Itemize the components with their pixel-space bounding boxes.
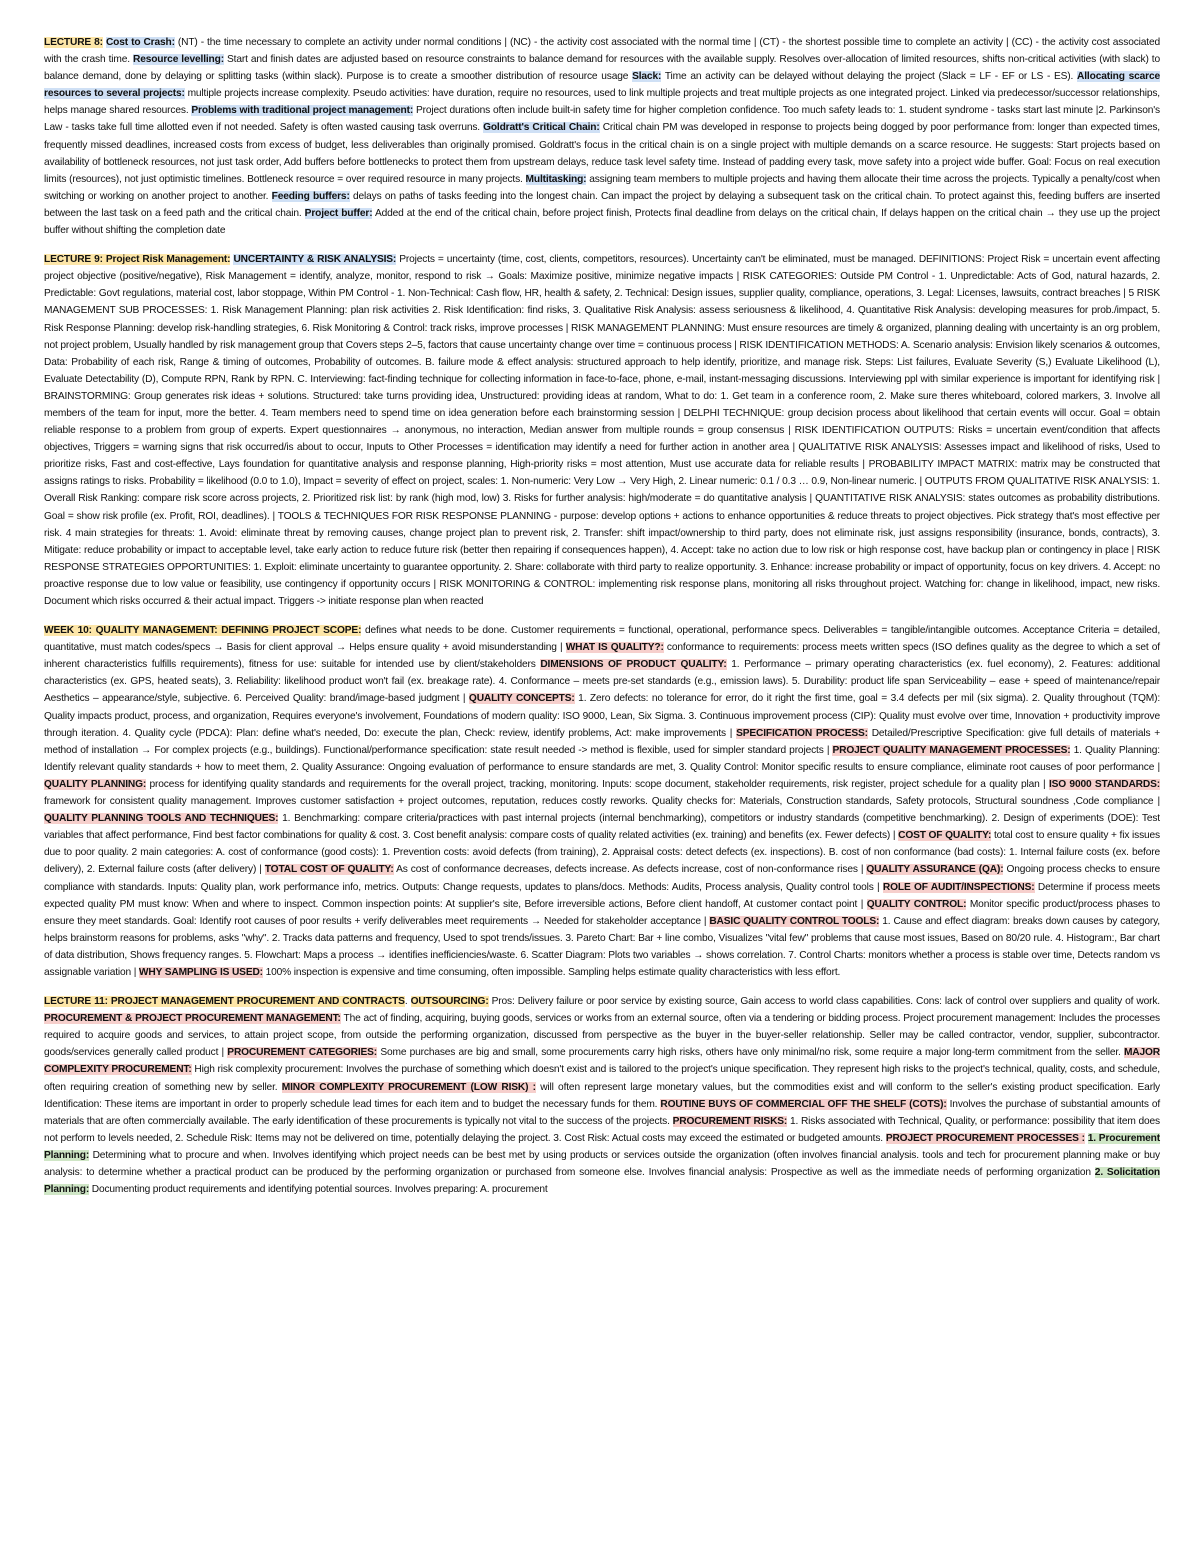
body-text: Added at the end of the critical chain, before project finish, Protects final deadline from delays on the critical chain, If delays happen on the critical chain → they use up the project buffer without shifting the completion date: [44, 207, 1160, 237]
highlighted-heading: Problems with traditional project management:: [191, 105, 414, 117]
body-text: process for identifying quality standards and requirements for the overall project, tracking, monitoring. Inputs: scope document, stakeholder requirements, risk register, project schedule for a quality plan |: [146, 778, 1049, 790]
highlighted-heading: Resource levelling:: [132, 54, 224, 66]
body-text: 1. Performance – primary operating characteristics (ex. fuel economy), 2. Features: additional characteristics (ex. GPS, heated seats), 3. Reliability: likelihood product won't fail (ex. breakage rate). 4. Conformance – meets pre-set standards (e.g., emission laws). 5. Durability: product life span Serviceability – ease + speed of maintenance/repair Aesthetics – appearance/style, subjective. 6. Perceived Quality: brand/image-based judgment |: [44, 659, 1160, 705]
body-text: Determining what to procure and when. Involves identifying which project needs can be best met by using products or services outside the organization (often involves financial analysis. tools and tech for procurement planning make or buy analysis: to determine whether a practical product can be produced by the performing organization or purchased from someone else. Involves financial analysis: Prospective as well as the immediate needs of performing organization: [44, 1149, 1160, 1178]
body-text: Critical chain PM was developed in response to projects being dogged by poor performance from: longer than expected times, frequently missed deadlines, increased costs from excess of budget, less deliverables than originally promised. Goldratt's focus in the critical chain is on a single project with multiple demands on a scarce resource. He suggests: Start projects based on availability of bottleneck resources, not just task order, Add buffers before bottlenecks to protect them from upstream delays, reduce task level safety time. Instead of padding every task, move safety into a project wide buffer. Goal: Focus on real execution limits (resources), not just optimistic timelines. Bottleneck resource = over required resource in many projects.: [44, 122, 1160, 185]
body-text: Start and finish dates are adjusted based on resource constraints to balance demand for resources with the available supply. Resolves over-allocation of limited resources, shifts non-critical activities (with slack) to balance demand, done by delaying or splitting tasks (within slack). Purpose is to create a smoother distribution of resource usage: [44, 54, 1160, 83]
highlighted-heading: 1. Procurement Planning:: [44, 1132, 1160, 1161]
body-text: Monitor specific product/process phases to ensure they meet standards. Goal: Identify root causes of poor results + verify deliverables meet requirements → Needed for stakeholder acceptance |: [44, 898, 1160, 927]
highlighted-heading: LECTURE 8:: [44, 37, 103, 48]
body-text: delays on paths of tasks feeding into the longest chain. Can impact the project by delaying a subsequent task on the critical chain. To protect against this, feeding buffers are inserted between the last task on a feed path and the critical chain.: [44, 190, 1160, 219]
body-text: 1. Quality Planning: Identify relevant quality standards + how to meet them, 2. Quality Assurance: Ongoing evaluation of performance to ensure standards are met, 3. Quality Control: Monitor specific results to ensure compliance, eliminate root causes of poor performance |: [44, 744, 1160, 773]
body-text: Documenting product requirements and identifying potential sources. Involves preparing: A. procurement: [89, 1184, 548, 1196]
body-text: Determine if process meets expected quality PM must know: When and where to inspect. Common inspection points: At supplier's site, Before irreversible actions, Before client handoff, At customer contact point |: [44, 881, 1160, 910]
body-text: total cost to ensure quality + fix issues due to poor quality. 2 main categories: A. cost of conformance (good costs): 1. Prevention costs: avoid defects (from training), 2. Appraisal costs: detect defects (ex. inspections). B. cost of non conformance (bad costs): 1. Internal failure costs (ex. before delivery), 2. External failure costs (after delivery) |: [44, 830, 1160, 876]
highlighted-heading: Project buffer:: [304, 207, 373, 219]
body-text: assigning team members to multiple projects and having them allocate their time across the projects. Typically a penalty/cost when switching or working on another project to another.: [44, 173, 1161, 202]
body-text: 1. Cause and effect diagram: breaks down causes by category, helps brainstorm reasons for problems, asks "why". 2. Tracks data patterns and frequency, Used to spot trends/issues. 3. Pareto Chart: Bar + line combo, Visualizes "vital few" problems that cause most issues, Based on 80/20 rule. 4. Histogram:, Bar chart of data distribution, Shows frequency ranges. 5. Flowchart: Maps a process → identifies inefficiencies/waste. 6. Scatter Diagram: Plots two variables → shows correlation. 7. Control Charts: monitors whether a process is stable over time, Detects random vs assignable variation |: [44, 915, 1160, 978]
highlighted-heading: QUALITY ASSURANCE (QA):: [866, 864, 1004, 876]
body-text: Projects = uncertainty (time, cost, clients, competitors, resources). Uncertainty can't be eliminated, must be managed. DEFINITIONS: Project Risk = uncertain event affecting project objective (positive/negative), Risk Management = identify, analyze, monitor, respond to risk → Goals: Maximize positive, minimize negative impacts | RISK CATEGORIES: Outside PM Control - 1. Unpredictable: Acts of God, natural hazards, 2. Predictable: Govt regulations, material cost, labor stoppage, Within PM Control - 1. Non-Technical: Cash flow, HR, health & safety, 2. Technical: Design issues, supplier quality, compliance, operations, 3. Legal: Licenses, lawsuits, contract breaches | 5 RISK MANAGEMENT SUB PROCESSES: 1. Risk Management Planning: plan risk activities 2. Risk Identification: find risks, 3. Qualitative Risk Analysis: assess seriousness & likelihood, 4. Quantitative Risk Analysis: developing measures for prob./impact, 5. Risk Response Planning: develop risk-handling strategies, 6. Risk Monitoring & Control: track risks, improve processes | RISK MANAGEMENT PLANNING: Must ensure resources are timely & organized, planning dealing with uncertainty is an org problem, not project problem, Usually handled by risk management group that Covers steps 2–5, factors that cause uncertainty change over time = continuous process | RISK IDENTIFICATION METHODS: A. Scenario analysis: Envision likely scenarios & outcomes, Data: Probability of each risk, Range & timing of outcomes, Probability of outcomes. B. failure mode & effect analysis: structured approach to help identify, prioritize, and manage risk. Steps: List failures, Evaluate Severity (S,) Evaluate Likelihood (L), Evaluate Detectability (D), Compute RPN, Rank by RPN. C. Interviewing: fact-finding technique for collecting information in face-to-face, phone, e-mail, instant-messaging discussions. Interviewing ppl with similar experience is important for identifying risk | BRAINSTORMING: Group generates risk ideas + solutions. Structured: take turns providing idea, Unstructured: providing ideas at random, What to do: 1. Get team in a conference room, 2. Make sure theres whiteboard, colored markers, 3. Involve all members of the team for input, more the better. 4. Team members need to spend time on idea generation before each brainstorming session | DELPHI TECHNIQUE: group decision process about likelihood that certain events will occur. Goal = obtain reliable response to a problem from group of experts. Expert questionnaires → anonymous, no interaction, Median answer from multiple rounds = group consensus | RISK IDENTIFICATION OUTPUTS: Risks = uncertain event/condition that affects objectives, Triggers = warning signs that risk occurred/is about to occur, Inputs to Other Processes = identification may identify a need for further action in another area | QUALITATIVE RISK ANALYSIS: Assesses impact and likelihood of risks, Used to prioritize risks, Fast and cost-effective, Lays foundation for quantitative analysis and response planning, High-priority risks = most attention, Must use accurate data for reliable results | PROBABILITY IMPACT MATRIX: matrix may be constructed that assigns ratings to risks. Probability = likelihood (0.0 to 1.0), Impact = severity of effect on project, scales: 1. Non-numeric: Very Low → Very High, 2. Linear numeric: 0.1 / 0.3 … 0.9, Non-linear numeric. | OUTPUTS FROM QUALITATIVE RISK ANALYSIS: 1. Overall Risk Ranking: compare risk score across projects, 2. Prioritized risk list: by rank (high mod, low) 3. Risks for further analysis: high/moderate = do quantitative analysis | QUANTITATIVE RISK ANALYSIS: states outcomes as probability distributions. Goal = show risk profile (ex. Profit, ROI, deadlines). | TOOLS & TECHNIQUES FOR RISK RESPONSE PLANNING - purpose: develop options + actions to enhance opportunities & reduce threats to project objectives. Pick strategy that's most effective per risk. 4 main strategies for threats: 1. Avoid: eliminate threat by removing causes, change project plan to prevent risk, 2. Transfer: shift impact/ownership to third party, does not eliminate risk, just assigns responsibility (insurance, bonds, contracts), 3. Mitigate: reduce probability or impact to acceptable level, take early action to reduce future risk (better then repairing if consequences happen), 4. Accept: take no action due to low risk or high response cost, have backup plan or contingency in place | RISK RESPONSE STRATEGIES OPPORTUNITIES: 1. Exploit: eliminate uncertainty to guarantee opportunity. 2. Share: collaborate with third party to realize opportunity. 3. Enhance: increase probability or impact of opportunity, focus on key drivers. 4. Accept: no proactive response due to low value or feasibility, use contingency if opportunity occurs | RISK MONITORING & CONTROL: implementing risk response plans, monitoring all risks throughout project. Watching for: change in likelihood, impact, new risks. Document which risks occurred & their actual impact. Triggers -> initiate response plan when reacted: [44, 254, 1160, 607]
highlighted-heading: ROLE OF AUDIT/INSPECTIONS:: [882, 881, 1035, 893]
highlighted-heading: MINOR COMPLEXITY PROCUREMENT (LOW RISK) :: [281, 1081, 536, 1093]
highlighted-heading: Allocating scarce resources to several projects:: [44, 71, 1161, 100]
body-text: conformance to requirements: process meets written specs (ISO defines quality as the degree to which a set of inherent characteristics fulfills requirements), fitness for use: suitable for intended use by client/stakeholders: [44, 642, 1160, 671]
highlighted-heading: QUALITY CONCEPTS:: [468, 693, 575, 705]
body-text: defines what needs to be done. Customer requirements = functional, operational, performance specs. Deliverables = tangible/intangible outcomes. Acceptance Criteria = detailed, quantitative, must match codes/specs → Basis for client approval → Helps ensure quality + avoid misunderstanding |: [44, 625, 1160, 654]
highlighted-heading: DIMENSIONS OF PRODUCT QUALITY:: [540, 659, 727, 671]
highlighted-heading: WEEK 10: QUALITY MANAGEMENT: DEFINING PROJECT SCOPE:: [44, 625, 362, 637]
highlighted-heading: PROCUREMENT & PROJECT PROCUREMENT MANAGEMENT:: [44, 1013, 341, 1025]
notes-page: [44, 34, 1160, 1210]
body-text: Project durations often include built-in safety time for higher completion confidence. Too much safety leads to: 1. student syndrome - tasks start last minute |2. Parkinson's Law - tasks take full time allotted even if not needed. Safety is often wasted causing task overruns.: [44, 105, 1161, 134]
highlighted-heading: ROUTINE BUYS OF COMMERCIAL OFF THE SHELF (COTS):: [660, 1098, 947, 1110]
highlighted-heading: TOTAL COST OF QUALITY:: [264, 864, 394, 876]
highlighted-heading: WHY SAMPLING IS USED:: [138, 966, 263, 978]
highlighted-heading: Feeding buffers:: [271, 190, 350, 202]
highlighted-heading: PROJECT QUALITY MANAGEMENT PROCESSES:: [832, 744, 1071, 756]
body-text: 100% inspection is expensive and time consuming, often impossible. Sampling helps estimate quality characteristics with less effort.: [262, 966, 841, 978]
highlighted-heading: ISO 9000 STANDARDS:: [1048, 778, 1160, 790]
body-text: 1. Zero defects: no tolerance for error, do it right the first time, goal = 3.4 defects per mil (six sigma). 2. Quality throughout (TQM): Quality impacts product, process, and organization, Requires everyone's involvement, Foundations of modern quality: ISO 9000, Lean, Six Sigma. 3. Continuous improvement process (CIP): Quality must evolve over time, Innovation + productivity improve through iteration. 4. Quality cycle (PDCA): Plan: define what's needed, Do: execute the plan, Check: review, identify problems, Act: make improvements |: [44, 693, 1160, 739]
body-text: multiple projects increase complexity. Pseudo activities: have duration, require no resources, used to link multiple projects and treat multiple projects as one integrated project. Linked via predecessor/successor relationships, helps manage shared resources.: [44, 88, 1160, 117]
highlighted-heading: Slack:: [632, 71, 662, 83]
highlighted-heading: QUALITY CONTROL:: [866, 898, 967, 910]
body-text: Pros: Delivery failure or poor service by existing source, Gain access to world class capabilities. Cons: lack of control over suppliers and quality of work.: [488, 996, 1160, 1008]
body-text: (NT) - the time necessary to complete an activity under normal conditions | (NC) - the activity cost associated with the normal time | (CT) - the shortest possible time to complete an activity | (CC) - the activity cost associated with the crash time.: [44, 37, 1161, 66]
body-text: The act of finding, acquiring, buying goods, services or works from an external source, often via a tendering or bidding process. Project procurement management: Includes the processes required to acquire goods and services, to attain project scope, from outside the performing organization, discussed from perspective as the buyer in the buyer-seller relationship. Seller may be called contractor, vendor, supplier, subcontractor. goods/services generally called product |: [44, 1013, 1160, 1059]
highlighted-heading: PROJECT PROCUREMENT PROCESSES :: [885, 1132, 1085, 1144]
body-text: High risk complexity procurement: Involves the purchase of something which doesn't exist and is tailored to the project's unique specification. They represent high risks to the project's technical, quality, costs, and schedule, often requiring creation of something new by seller.: [44, 1064, 1160, 1093]
body-text: Detailed/Prescriptive Specification: give full details of materials + method of installation → For complex projects (e.g., buildings). Functional/performance specification: state result needed -> method is flexible, used for simpler standard projects |: [44, 727, 1160, 756]
highlighted-heading: LECTURE 11: PROJECT MANAGEMENT PROCUREMENT AND CONTRACTS: [44, 996, 405, 1008]
body-text: Ongoing process checks to ensure compliance with standards. Inputs: Quality plan, work performance info, metrics. Outputs: Change requests, updates to plans/docs. Methods: Audits, Process analysis, Quality control tools |: [44, 864, 1160, 893]
highlighted-heading: UNCERTAINTY & RISK ANALYSIS:: [233, 254, 397, 266]
highlighted-heading: MAJOR COMPLEXITY PROCUREMENT:: [44, 1047, 1161, 1076]
highlighted-heading: WHAT IS QUALITY?:: [565, 642, 664, 654]
body-text: 1. Benchmarking: compare criteria/practices with past internal projects (internal benchmarking), competitors or industry standards (competitive benchmarking). 2. Design of experiments (DOE): Test variables that affect performance, Find best factor combinations for quality & cost. 3. Cost benefit analysis: compare costs of quality related activities (ex. training) and benefits (ex. Fewer defects) |: [44, 813, 1160, 842]
body-text: .: [404, 996, 411, 1008]
highlighted-heading: QUALITY PLANNING:: [44, 778, 147, 790]
highlighted-heading: BASIC QUALITY CONTROL TOOLS:: [709, 915, 880, 927]
highlighted-heading: 2. Solicitation Planning:: [44, 1167, 1161, 1196]
highlighted-heading: LECTURE 9: Project Risk Management:: [44, 254, 231, 266]
highlighted-heading: SPECIFICATION PROCESS:: [736, 727, 868, 739]
section-lecture-8: [44, 34, 1160, 239]
highlighted-heading: QUALITY PLANNING TOOLS AND TECHNIQUES:: [44, 813, 279, 825]
highlighted-heading: PROCUREMENT CATEGORIES:: [227, 1047, 378, 1059]
body-text: 1. Risks associated with Technical, Quality, or performance: possibility that item does not perform to levels needed, 2. Schedule Risk: Items may not be delivered on time, potentially delaying the project. 3. Cost Risk: Actual costs may exceed the estimated or budgeted amounts.: [44, 1115, 1160, 1144]
highlighted-heading: OUTSOURCING:: [410, 996, 489, 1008]
body-text: Time an activity can be delayed without delaying the project (Slack = LF - EF or LS - ES).: [661, 71, 1078, 83]
highlighted-heading: PROCUREMENT RISKS:: [672, 1115, 788, 1127]
body-text: framework for consistent quality management. Improves customer satisfaction + project outcomes, reputation, reduces costly reworks. Quality checks for: Materials, Construction standards, Safety protocols, Structural soundness ,Code compliance |: [44, 796, 1160, 808]
body-text: As cost of conformance decreases, defects increase. As defects increase, cost of non-conformance rises |: [393, 864, 867, 876]
body-text: will often represent large monetary values, but the commodities exist and will conform to the seller's existing product specification. Early Identification: These items are important in order to properly schedule lead times for each item and to budget the necessary funds for them.: [44, 1081, 1160, 1110]
highlighted-heading: COST OF QUALITY:: [898, 830, 992, 842]
highlighted-heading: Multitasking:: [525, 173, 587, 185]
section-lecture-9: [44, 251, 1160, 610]
body-text: Involves the purchase of substantial amounts of materials that are often commercially available. The early identification of these procurements is typically not vital to the success of the projects.: [44, 1098, 1161, 1127]
section-lecture-11: [44, 993, 1160, 1198]
section-week-10: [44, 622, 1160, 981]
highlighted-heading: Goldratt's Critical Chain:: [483, 122, 600, 134]
body-text: Some purchases are big and small, some procurements carry high risks, others have only minimal/no risk, some require a major long-term commitment from the seller.: [377, 1047, 1124, 1059]
highlighted-heading: Cost to Crash:: [105, 37, 175, 48]
